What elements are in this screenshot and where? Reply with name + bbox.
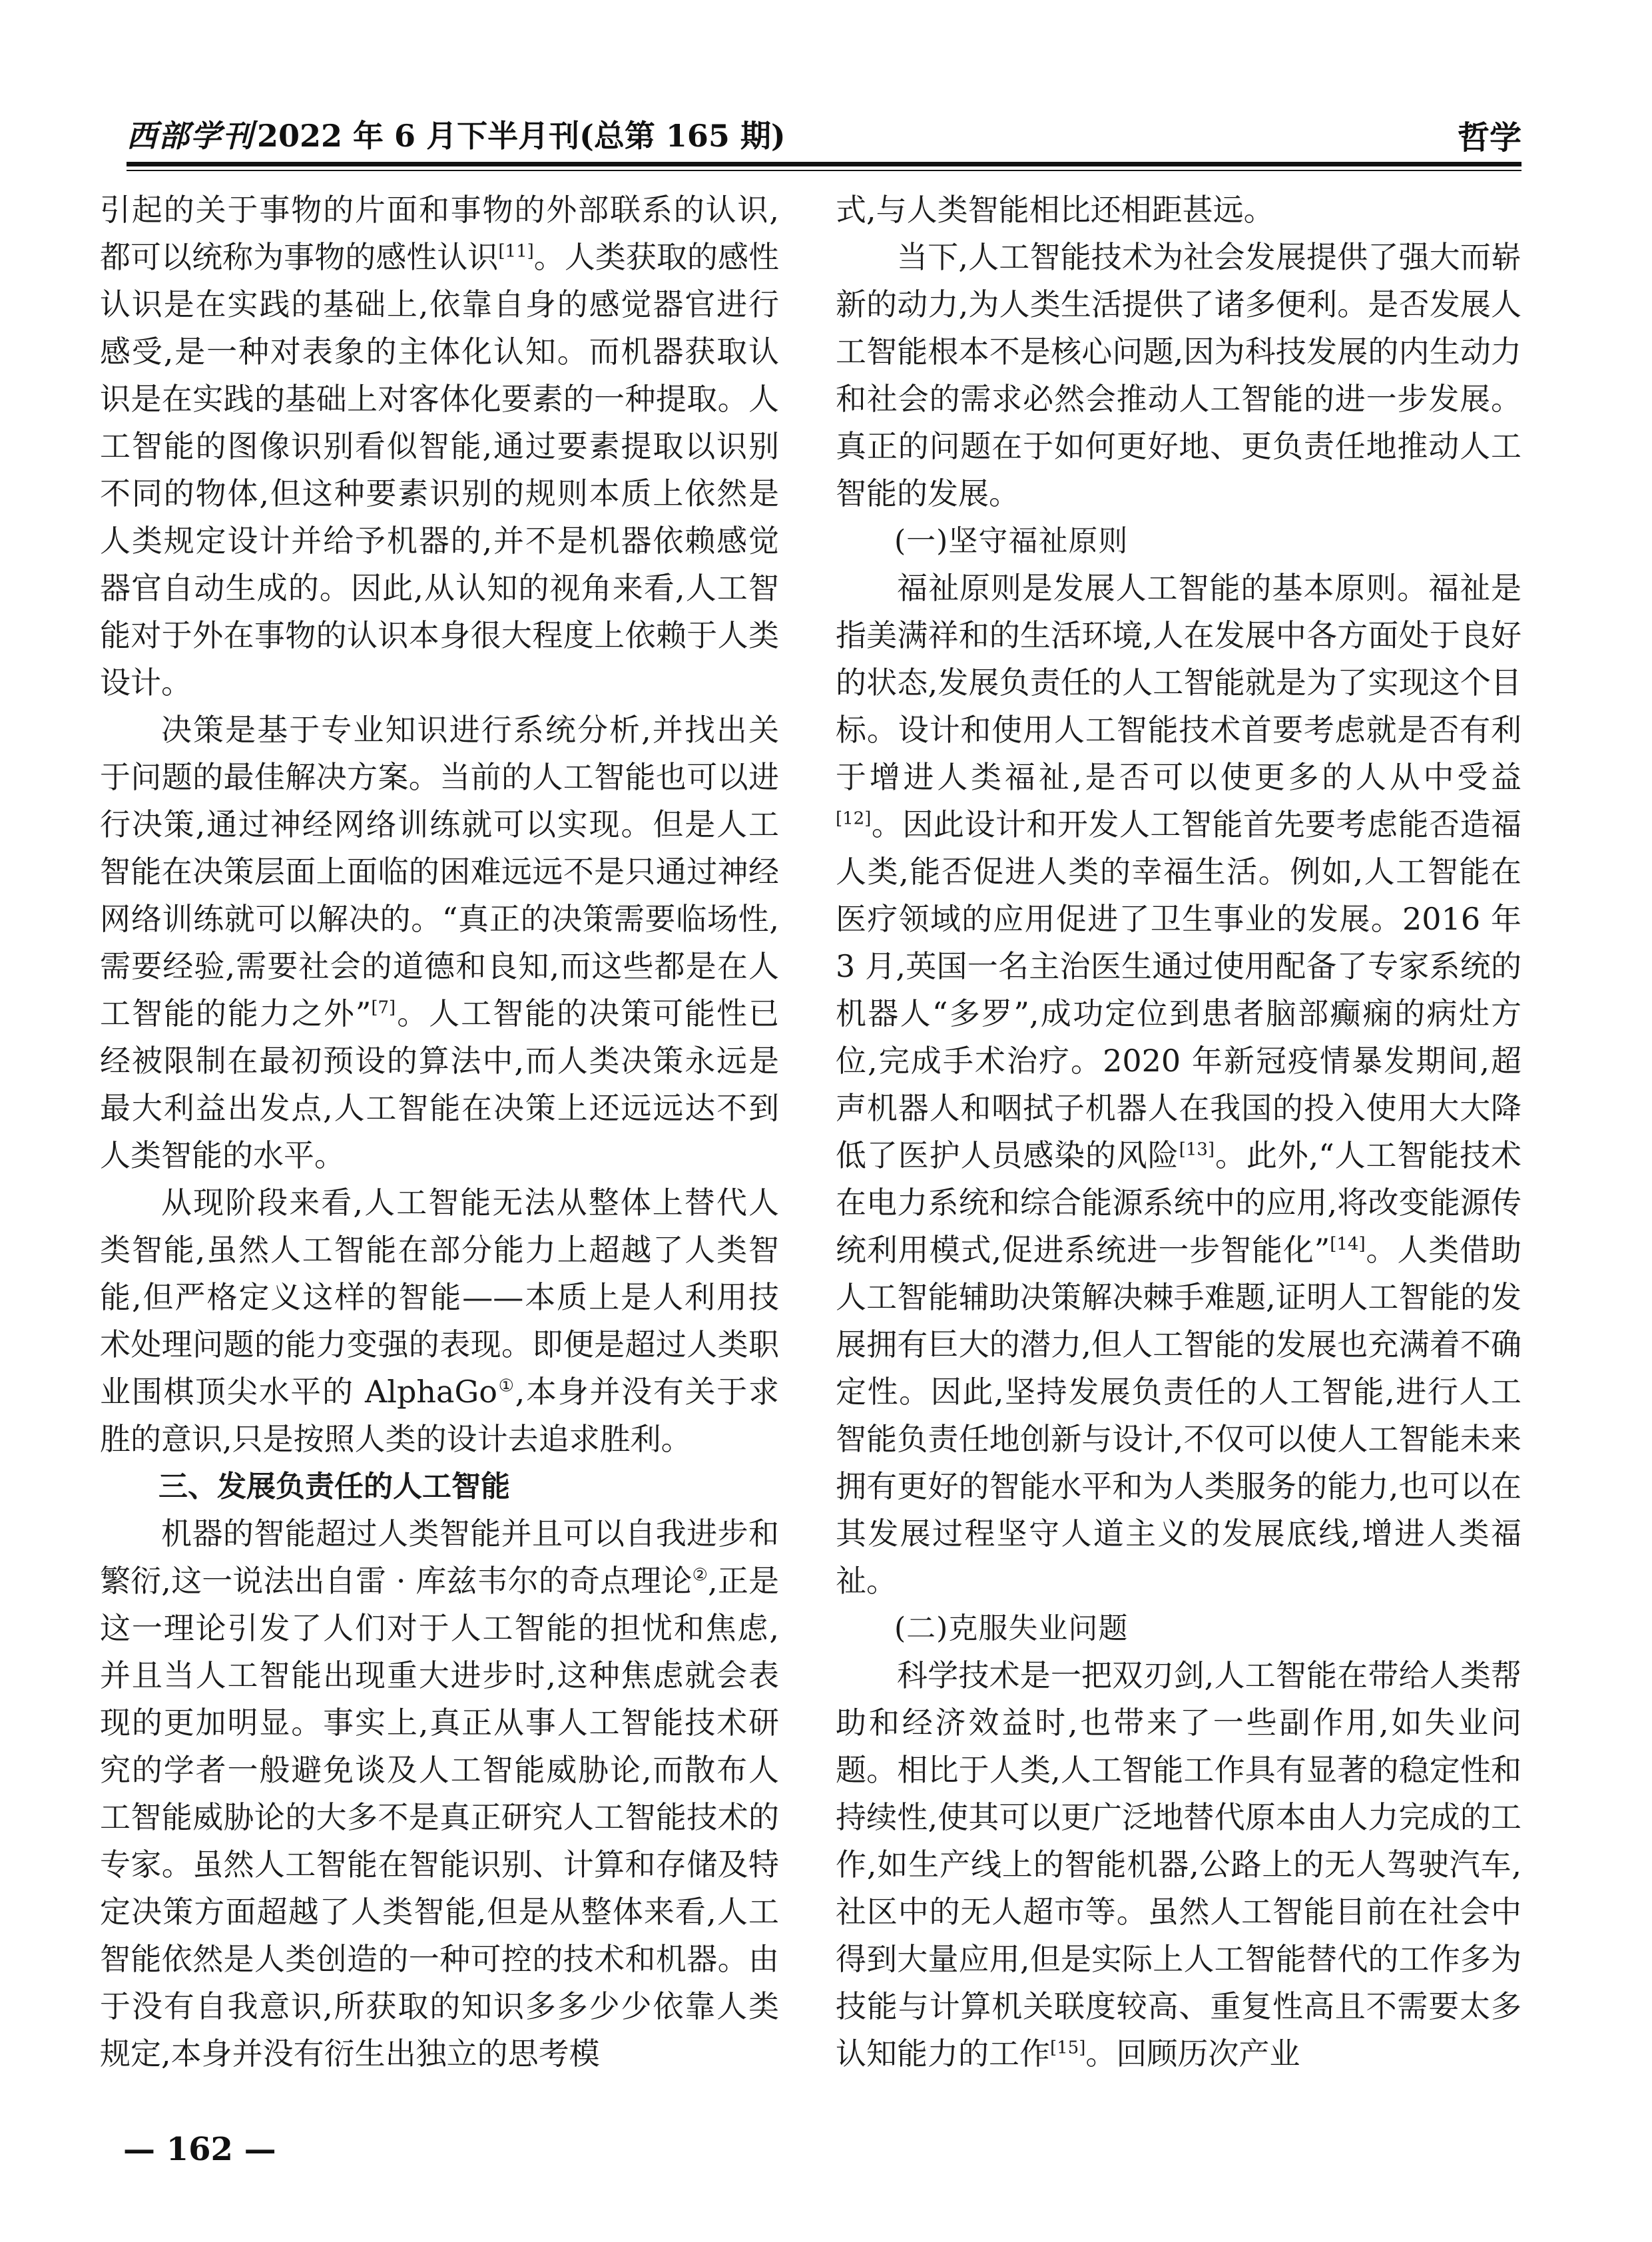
paragraph — [100, 1179, 779, 1463]
right-column — [836, 186, 1521, 2078]
paragraph-text: 机器的智能超过人类智能并且可以自我进步和繁衍,这一说法出自雷 · 库兹韦尔的奇点理论 — [100, 1516, 779, 1599]
section-heading: 三、发展负责任的人工智能 — [158, 1470, 510, 1504]
paragraph — [100, 1510, 779, 2078]
header-rule-thick — [127, 162, 1521, 166]
paragraph-text: 福祉原则是发展人工智能的基本原则。福祉是指美满祥和的生活环境,人在发展中各方面处于良好的状态,发展负责任的人工智能就是为了实现这个目标。设计和使用人工智能技术首要考虑就是否有利于增进人类福祉,是否可以使更多的人从中受益 — [836, 570, 1521, 795]
footnote-marker: ① — [497, 1376, 515, 1396]
header-journal-issue — [127, 112, 786, 156]
paragraph — [836, 565, 1521, 1605]
citation-ref: [12] — [836, 808, 872, 829]
paragraph-text: 。因此设计和开发人工智能首先要考虑能否造福人类,能否促进人类的幸福生活。例如,人工智能在医疗领域的应用促进了卫生事业的发展。2016 年 3 月,英国一名主治医生通过使用配备了专家系统的机器人“多罗”,成功定位到患者脑部癫痫的病灶方位,完成手术治疗。2020 年新冠疫情暴发期间,超声机器人和咽拭子机器人在我国的投入使用大大降低了医护人员感染的风险 — [836, 806, 1521, 1173]
running-header — [127, 107, 1521, 160]
paragraph — [100, 186, 779, 706]
page-number: — 162 — — [123, 2131, 276, 2168]
left-column — [100, 186, 779, 2078]
paragraph-text: 引起的关于事物的片面和事物的外部联系的认识,都可以统称为事物的感性认识 — [100, 192, 779, 275]
journal-logo-text: 西部学刊 — [127, 118, 254, 154]
paragraph-text: ,本身并没有关于求胜的意识,只是按照人类的设计去追求胜利。 — [100, 1374, 780, 1457]
paragraph-text: 决策是基于专业知识进行系统分析,并找出关于问题的最佳解决方案。当前的人工智能也可以进行决策,通过神经网络训练就可以实现。但是人工智能在决策层面上面临的困难远远不是只通过神经网络训练就可以解决的。“真正的决策需要临场性,需要经验,需要社会的道德和良知,而这些都是在人工智能的能力之外” — [100, 712, 779, 1031]
citation-ref: [13] — [1179, 1139, 1215, 1160]
footnote-marker: ② — [692, 1565, 708, 1585]
paragraph-text: 从现阶段来看,人工智能无法从整体上替代人类智能,虽然人工智能在部分能力上超越了人类智能,但严格定义这样的智能——本质上是人利用技术处理问题的能力变强的表现。即便是超过人类职业围棋顶尖水平的 AlphaGo — [100, 1185, 779, 1410]
subsection-heading: (二)克服失业问题 — [894, 1611, 1129, 1645]
subsection-heading: (一)坚守福祉原则 — [894, 524, 1129, 558]
citation-ref: [11] — [498, 241, 534, 262]
paragraph-text: 。人工智能的决策可能性已经被限制在最初预设的算法中,而人类决策永远是最大利益出发点,人工智能在决策上还远远达不到人类智能的水平。 — [100, 995, 779, 1173]
paragraph-text: 。人类获取的感性认识是在实践的基础上,依靠自身的感觉器官进行感受,是一种对表象的主体化认知。而机器获取认识是在实践的基础上对客体化要素的一种提取。人工智能的图像识别看似智能,通过要素提取以识别不同的物体,但这种要素识别的规则本质上依然是人类规定设计并给予机器的,并不是机器依赖感觉器官自动生成的。因此,从认知的视角来看,人工智能对于外在事物的认识本身很大程度上依赖于人类设计。 — [100, 239, 780, 701]
paragraph-text: ,正是这一理论引发了人们对于人工智能的担忧和焦虑,并且当人工智能出现重大进步时,这种焦虑就会表现的更加明显。事实上,真正从事人工智能技术研究的学者一般避免谈及人工智能威胁论,而散布人工智能威胁论的大多不是真正研究人工智能技术的专家。虽然人工智能在智能识别、计算和存储及特定决策方面超越了人类智能,但是从整体来看,人工智能依然是人类创造的一种可控的技术和机器。由于没有自我意识,所获取的知识多多少少依靠人类规定,本身并没有衍生出独立的思考模 — [100, 1563, 779, 2072]
paragraph-text: 。回顾历次产业 — [1085, 2036, 1300, 2072]
issue-info: 2022 年 6 月下半月刊(总第 165 期) — [257, 118, 786, 154]
paragraph-text: 。此外,“人工智能技术在电力系统和综合能源系统中的应用,将改变能源传统利用模式,促进系统进一步智能化” — [836, 1137, 1522, 1268]
paragraph — [836, 1652, 1521, 2078]
paragraph-text: 科学技术是一把双刃剑,人工智能在带给人类帮助和经济效益时,也带来了一些副作用,如失业问题。相比于人类,人工智能工作具有显著的稳定性和持续性,使其可以更广泛地替代原本由人力完成的工作,如生产线上的智能机器,公路上的无人驾驶汽车,社区中的无人超市等。虽然人工智能目前在社会中得到大量应用,但是实际上人工智能替代的工作多为技能与计算机关联度较高、重复性高且不需要太多认知能力的工作 — [836, 1657, 1521, 2072]
paragraph: 当下,人工智能技术为社会发展提供了强大而崭新的动力,为人类生活提供了诸多便利。是否发展人工智能根本不是核心问题,因为科技发展的内生动力和社会的需求必然会推动人工智能的进一步发展。真正的问题在于如何更好地、更负责任地推动人工智能的发展。 — [836, 239, 1521, 511]
paragraph-text: 。人类借助人工智能辅助决策解决棘手难题,证明人工智能的发展拥有巨大的潜力,但人工智能的发展也充满着不确定性。因此,坚持发展负责任的人工智能,进行人工智能负责任地创新与设计,不仅可以使人工智能未来拥有更好的智能水平和为人类服务的能力,也可以在其发展过程坚守人道主义的发展底线,增进人类福祉。 — [836, 1232, 1522, 1599]
citation-ref: [7] — [371, 997, 396, 1018]
header-rule-thin — [127, 170, 1521, 171]
paragraph: 式,与人类智能相比还相距甚远。 — [836, 192, 1274, 228]
citation-ref: [15] — [1050, 2038, 1086, 2058]
paragraph — [100, 706, 779, 1179]
section-label: 哲学 — [1457, 119, 1521, 156]
citation-ref: [14] — [1330, 1234, 1366, 1255]
